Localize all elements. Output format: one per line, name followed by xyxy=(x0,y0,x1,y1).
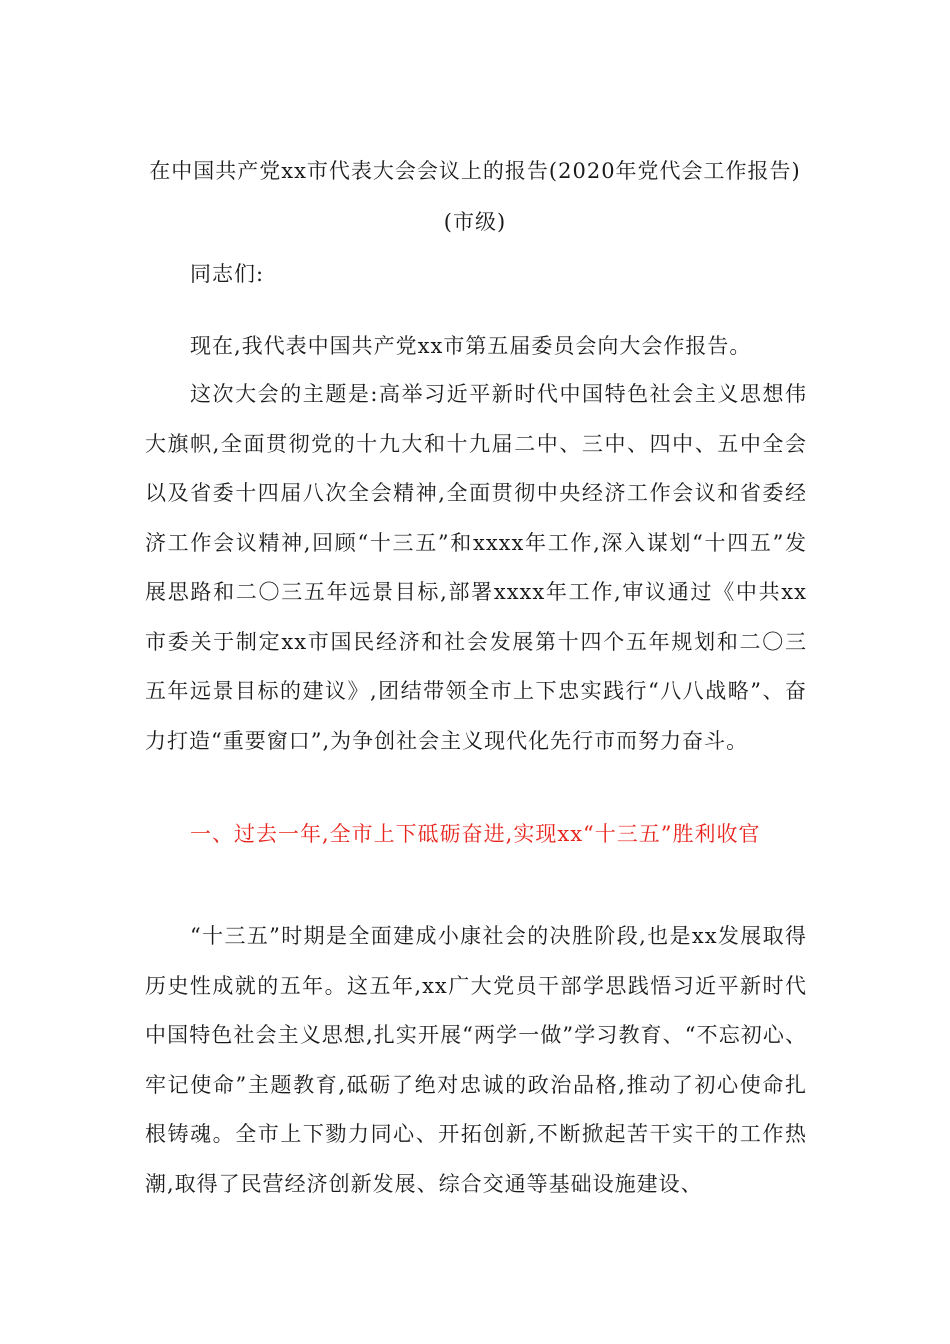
section-heading-1: 一、过去一年,全市上下砥砺奋进,实现xx“十三五”胜利收官 xyxy=(190,822,761,846)
paragraph-review: “十三五”时期是全面建成小康社会的决胜阶段,也是xx发展取得历史性成就的五年。这五年,xx广大党员干部学思践悟习近平新时代中国特色社会主义思想,扎实开展“两学一做”学习教育、“不忘初心、牢记使命”主题教育,砥砺了绝对忠诚的政治品格,推动了初心使命扎根铸魂。全市上下勠力同心、开拓创新,不断掀起苦干实干的工作热潮,取得了民营经济创新发展、综合交通等基础设施建设、 xyxy=(145,924,807,1196)
document-title: 在中国共产党xx市代表大会会议上的报告(2020年党代会工作报告) xyxy=(149,159,801,183)
paragraph-theme: 这次大会的主题是:高举习近平新时代中国特色社会主义思想伟大旗帜,全面贯彻党的十九大和十九届二中、三中、四中、五中全会以及省委十四届八次全会精神,全面贯彻中央经济工作会议和省委经济工作会议精神,回顾“十三五”和xxxx年工作,深入谋划“十四五”发展思路和二〇三五年远景目标,部署xxxx年工作,审议通过《中共xx市委关于制定xx市国民经济和社会发展第十四个五年规划和二〇三五年远景目标的建议》,团结带领全市上下忠实践行“八八战略”、奋力打造“重要窗口”,为争创社会主义现代化先行市而努力奋斗。 xyxy=(145,382,807,753)
greeting: 同志们: xyxy=(190,262,265,286)
paragraph-intro: 现在,我代表中国共产党xx市第五届委员会向大会作报告。 xyxy=(190,334,752,358)
document-subtitle: (市级) xyxy=(443,210,507,234)
